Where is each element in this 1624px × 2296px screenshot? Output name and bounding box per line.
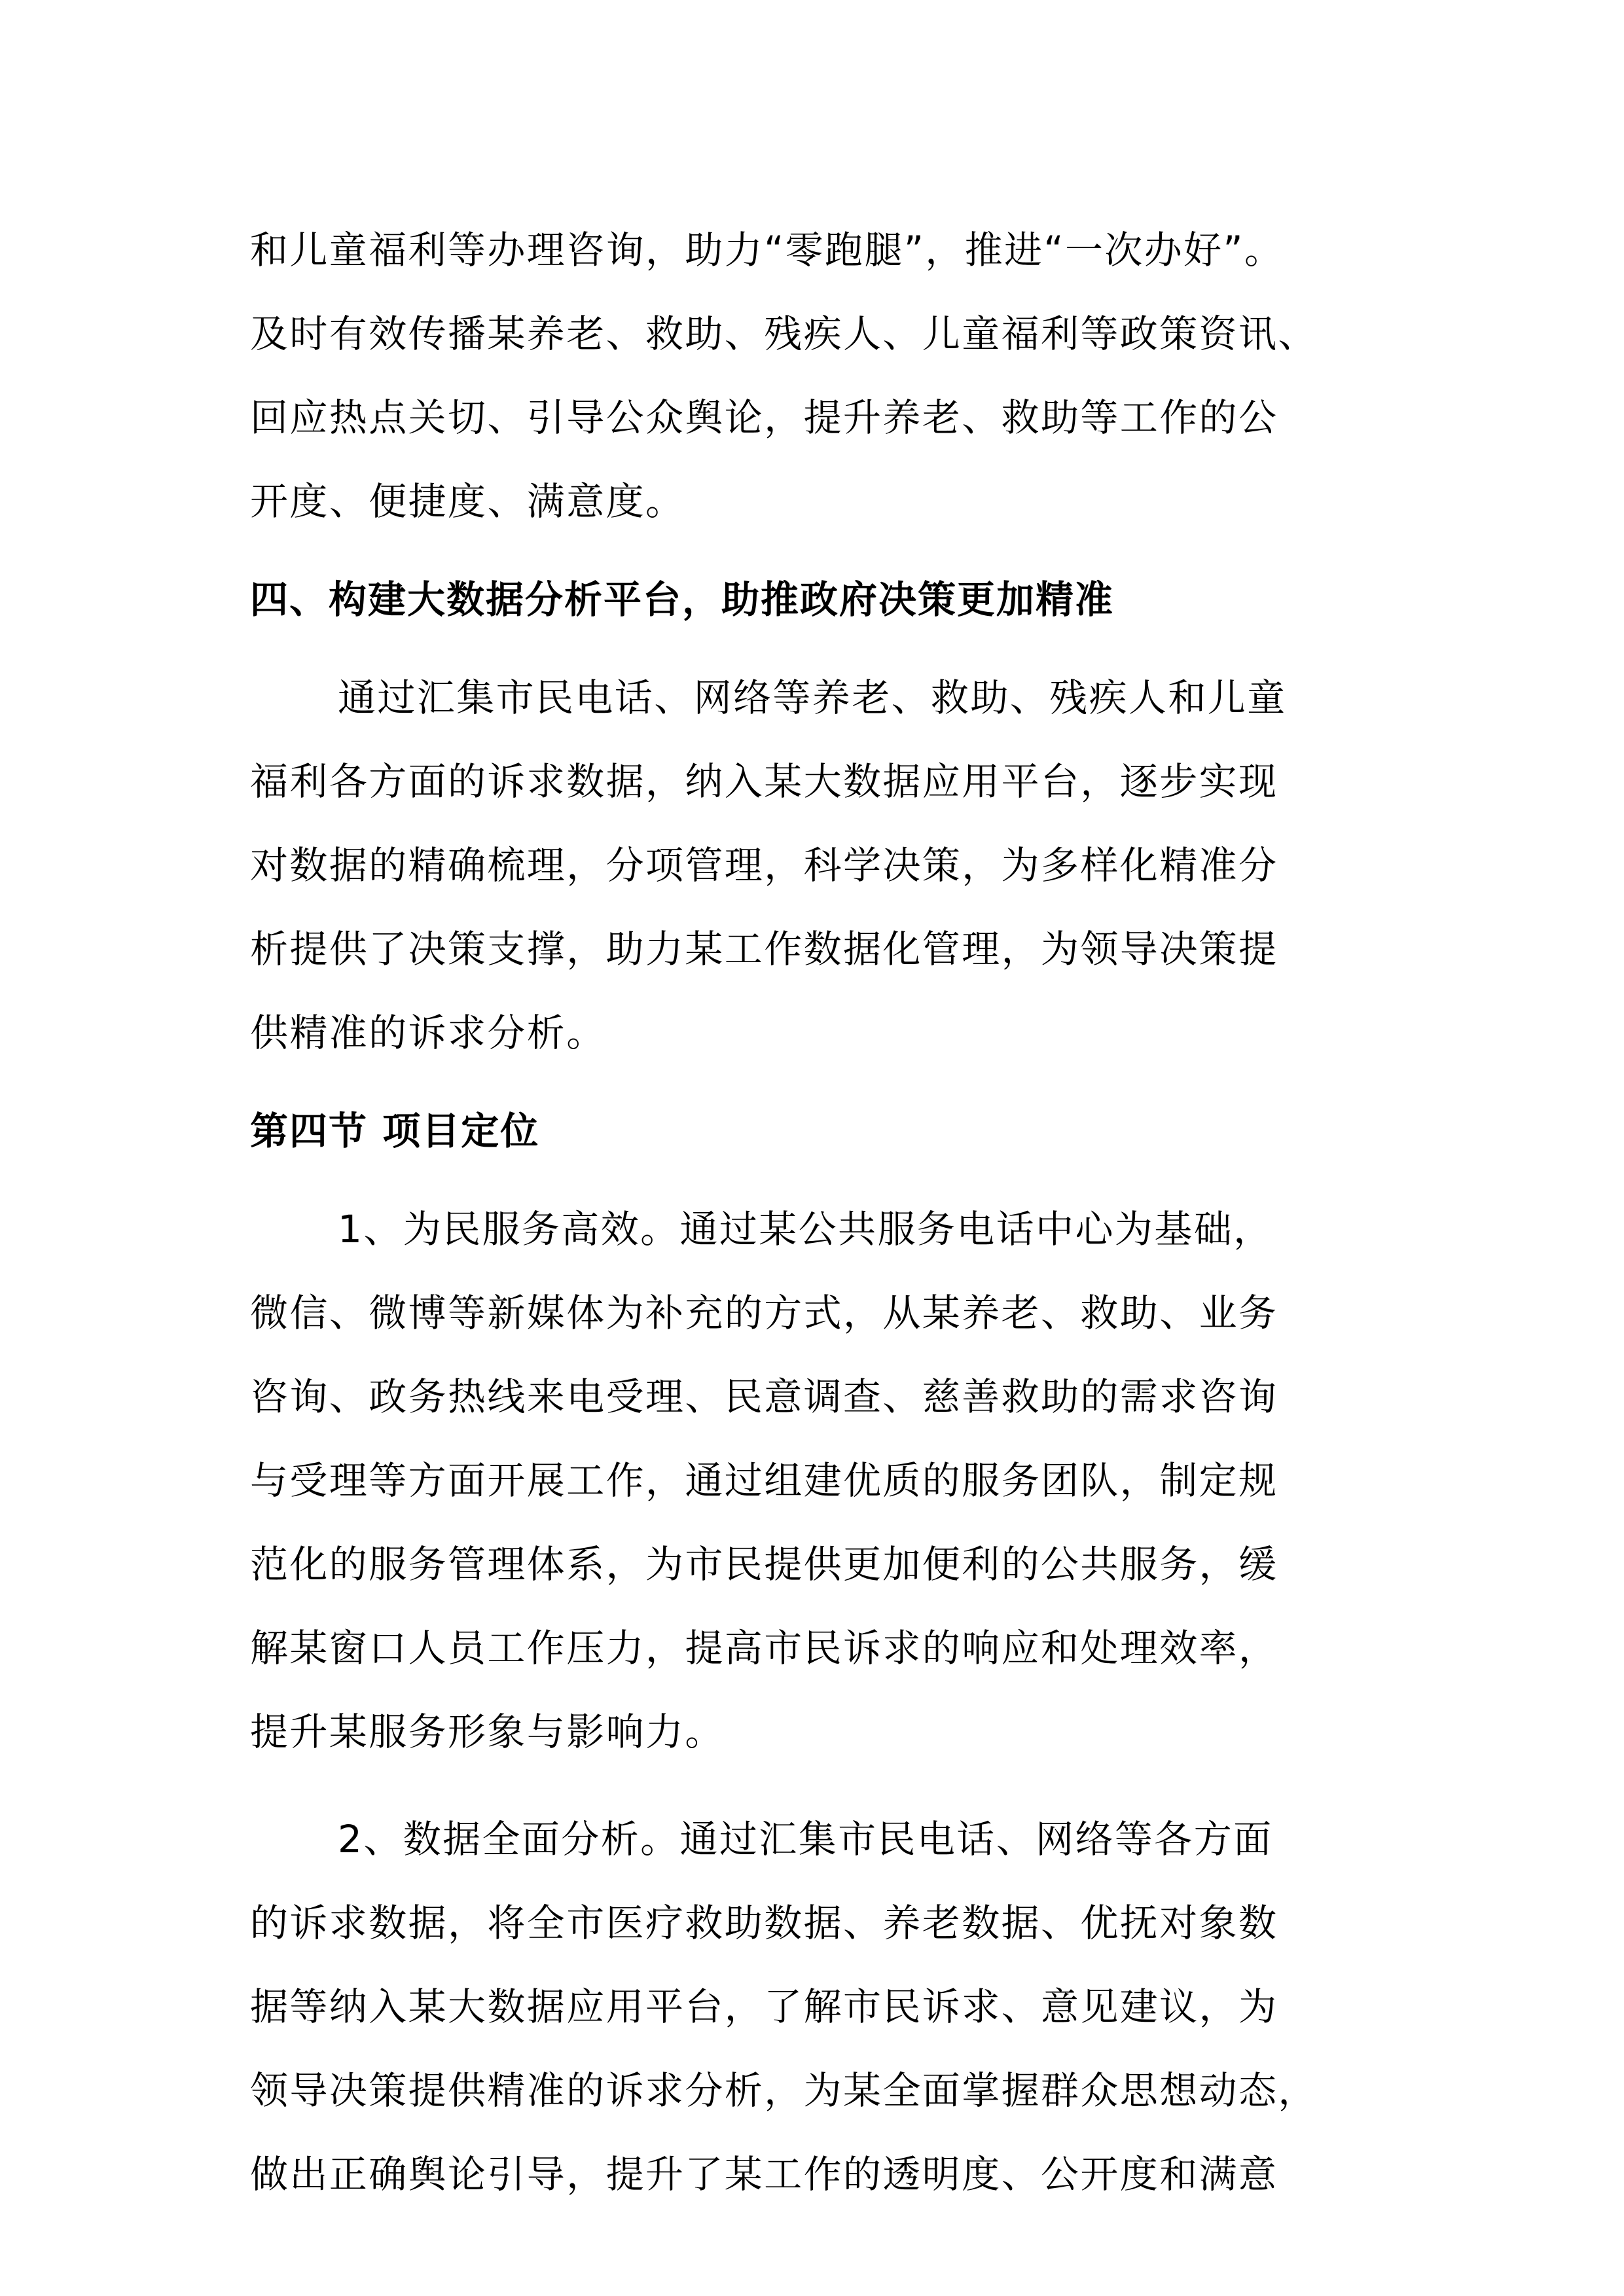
text-line: 2、数据全面分析。通过汇集市民电话、网络等各方面 [338, 1817, 1273, 1861]
section-heading: 第四节 项目定位 [250, 1109, 540, 1153]
document-page [250, 208, 1402, 2216]
paragraph-big-data [250, 656, 1402, 1075]
text-line: 范化的服务管理体系，为市民提供更加便利的公共服务，缓 [250, 1542, 1278, 1587]
text-line: 1、为民服务高效。通过某公共服务电话中心为基础， [338, 1207, 1273, 1251]
paragraph-data-analysis [250, 1797, 1402, 2216]
text-line: 微信、微博等新媒体为补充的方式，从某养老、救助、业务 [250, 1291, 1278, 1335]
text-line: 和儿童福利等办理咨询，助力“零跑腿”，推进“一次办好”。 [250, 228, 1284, 272]
text-line: 供精准的诉求分析。 [250, 1011, 606, 1055]
text-line: 解某窗口人员工作压力，提高市民诉求的响应和处理效率， [250, 1626, 1278, 1670]
text-line: 回应热点关切、引导公众舆论，提升养老、救助等工作的公 [250, 395, 1278, 440]
paragraph-service-efficiency [250, 1187, 1402, 1774]
text-line: 据等纳入某大数据应用平台，了解市民诉求、意见建议，为 [250, 1984, 1278, 2029]
text-line: 的诉求数据，将全市医疗救助数据、养老数据、优抚对象数 [250, 1901, 1278, 1945]
text-line: 咨询、政务热线来电受理、民意调查、慈善救助的需求咨询 [250, 1374, 1278, 1419]
text-line: 提升某服务形象与影响力。 [250, 1710, 725, 1754]
text-line: 对数据的精确梳理，分项管理，科学决策，为多样化精准分 [250, 843, 1278, 888]
text-line: 开度、便捷度、满意度。 [250, 479, 685, 524]
text-line: 领导决策提供精准的诉求分析，为某全面掌握群众思想动态， [250, 2068, 1318, 2113]
paragraph-continuation [250, 208, 1402, 543]
text-line: 通过汇集市民电话、网络等养老、救助、残疾人和儿童 [338, 675, 1287, 720]
text-line: 与受理等方面开展工作，通过组建优质的服务团队，制定规 [250, 1458, 1278, 1503]
text-line: 做出正确舆论引导，提升了某工作的透明度、公开度和满意 [250, 2152, 1278, 2197]
text-line: 及时有效传播某养老、救助、残疾人、儿童福利等政策资讯、 [250, 312, 1318, 356]
heading-four: 四、构建大数据分析平台，助推政府决策更加精准 [250, 577, 1115, 622]
text-line: 析提供了决策支撑，助力某工作数据化管理，为领导决策提 [250, 927, 1278, 971]
text-line: 福利各方面的诉求数据，纳入某大数据应用平台，逐步实现 [250, 759, 1278, 804]
